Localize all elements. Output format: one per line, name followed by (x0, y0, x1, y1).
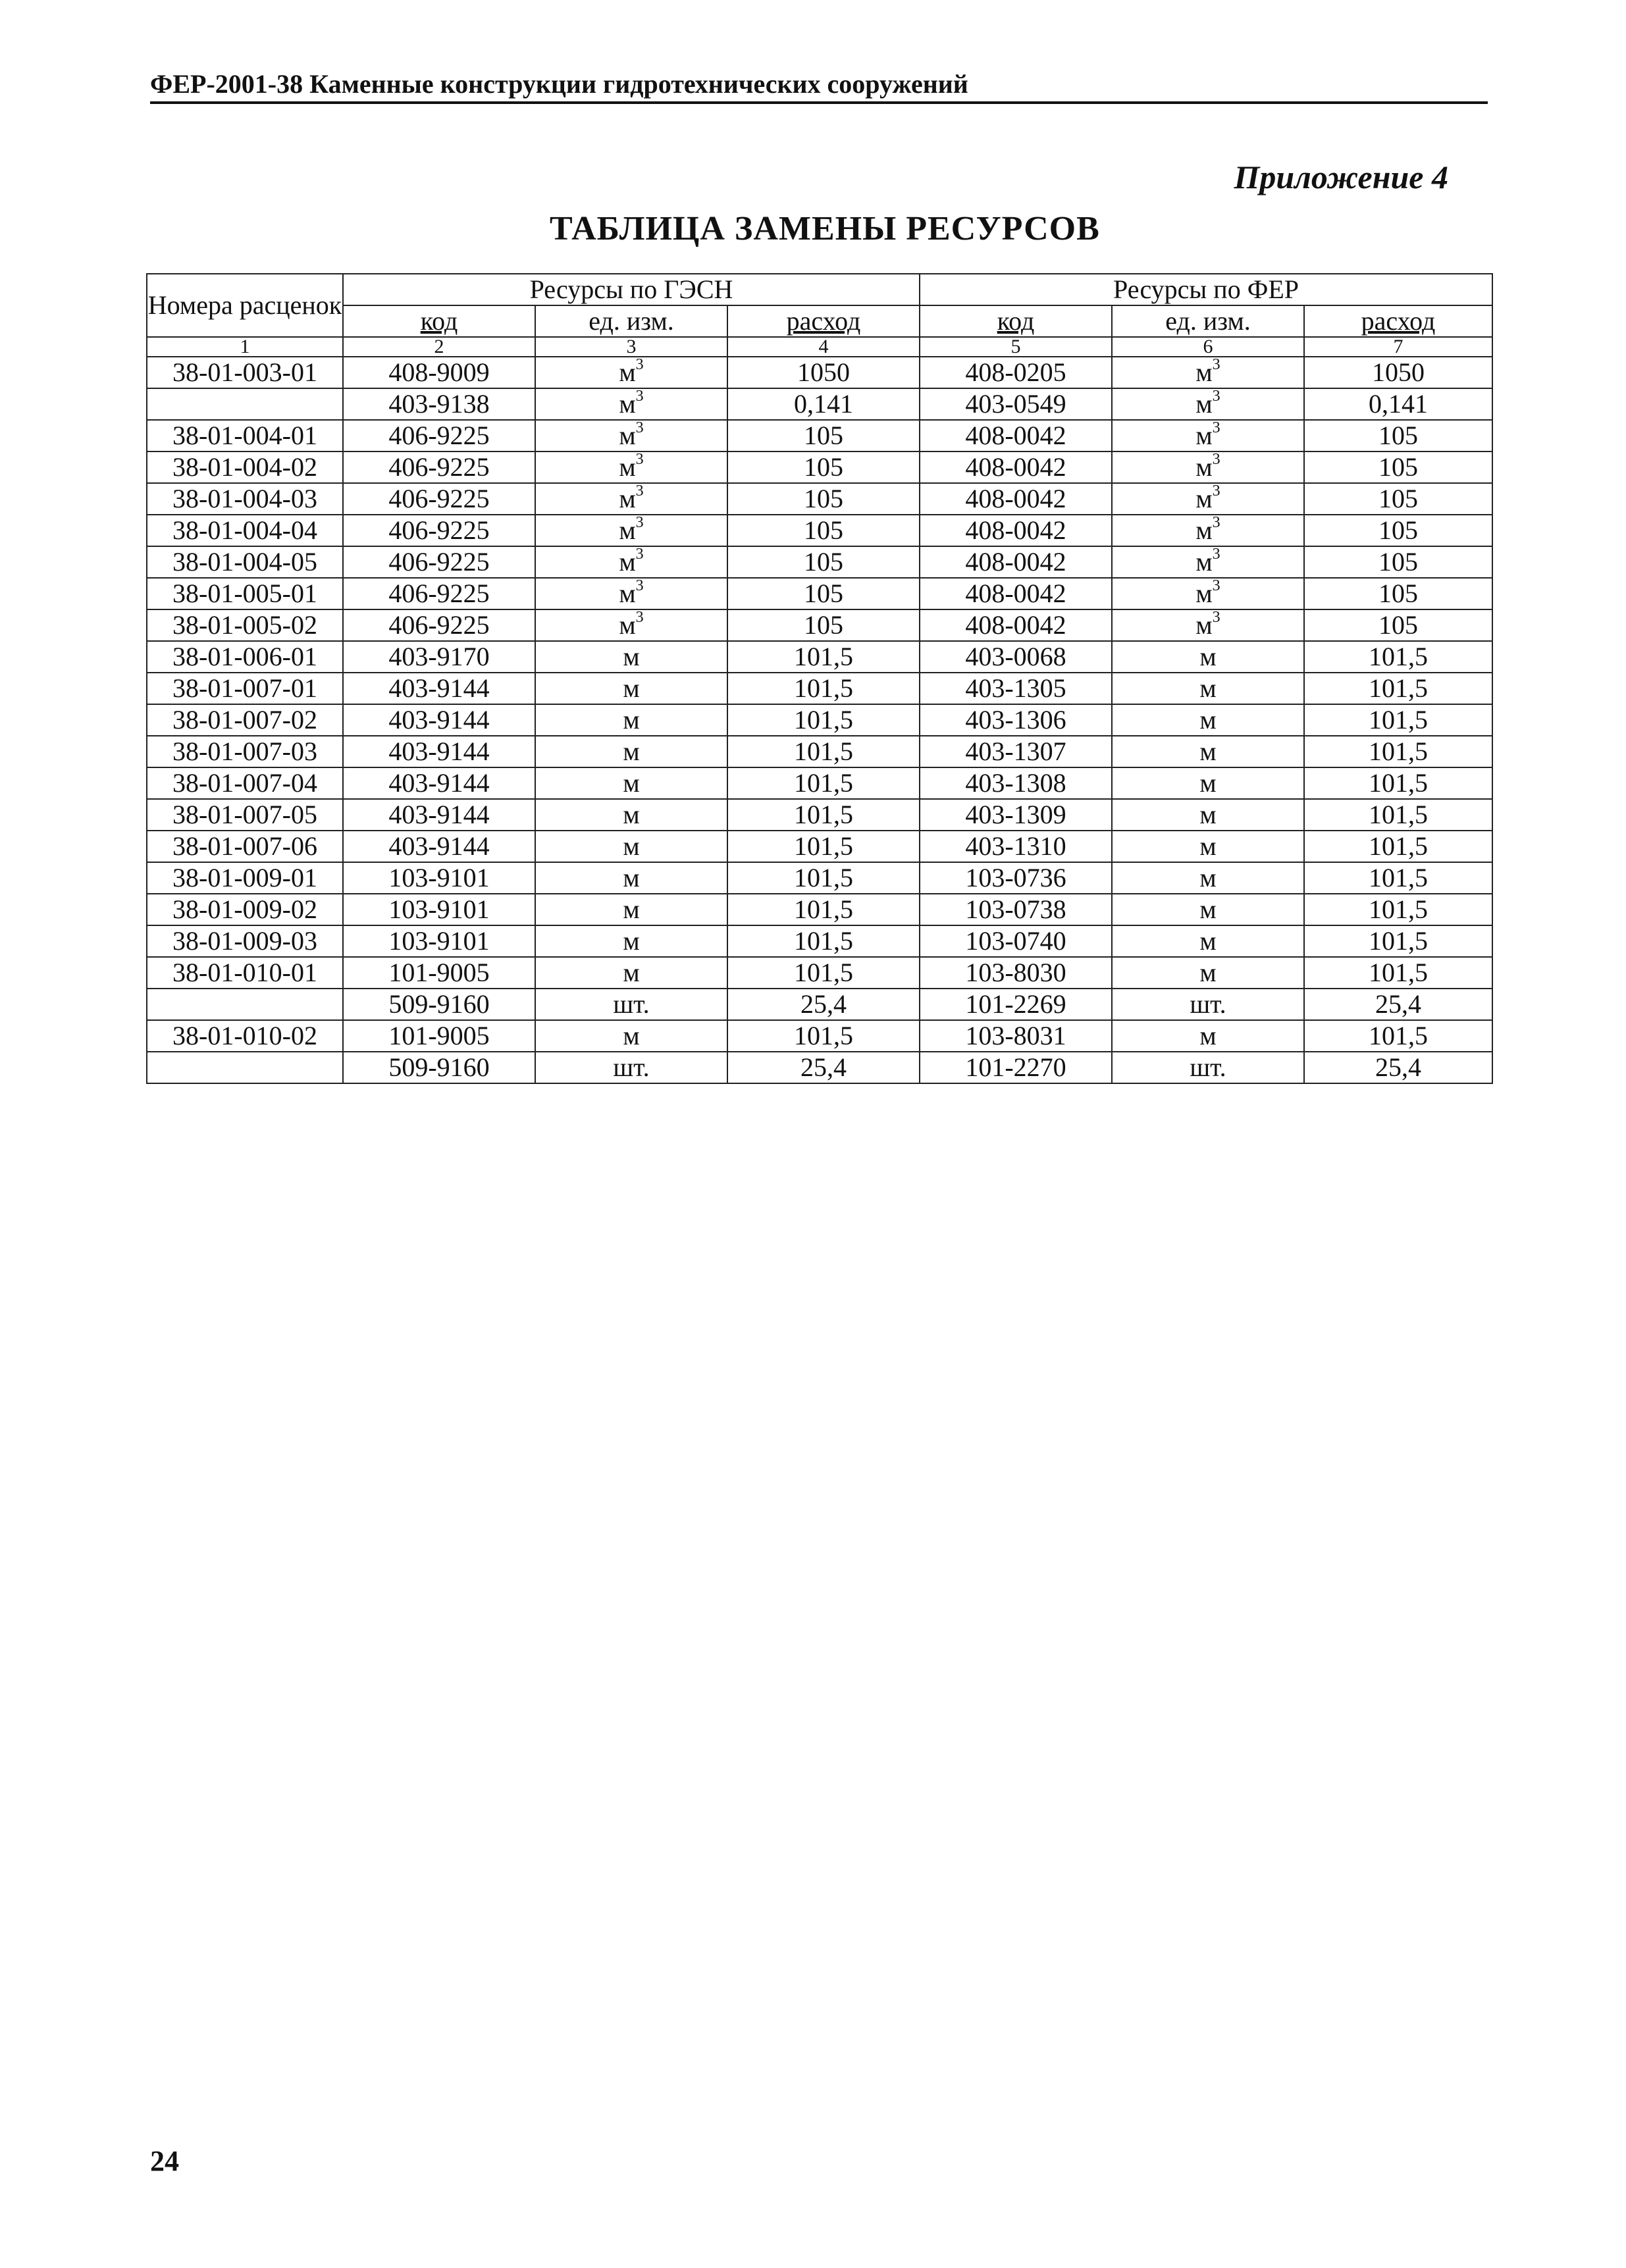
fer-amount-cell: 105 (1304, 578, 1492, 609)
fer-unit-cell-text: м (1195, 610, 1213, 640)
column-number: 6 (1112, 337, 1304, 357)
fer-unit-cell (1112, 609, 1304, 641)
gesn-unit-cell (535, 357, 727, 388)
gesn-code-cell: 509-9160 (343, 1052, 535, 1083)
gesn-unit-cell-text: м (619, 610, 636, 640)
gesn-code-cell: 406-9225 (343, 483, 535, 515)
gesn-unit-cell (535, 1052, 727, 1083)
fer-unit-cell (1112, 894, 1304, 925)
fer-unit-cell-text: шт. (1190, 989, 1226, 1019)
fer-unit-cell (1112, 925, 1304, 957)
fer-unit-cell-text: м (1195, 421, 1213, 450)
fer-unit-cell-exponent: 3 (1212, 420, 1220, 436)
fer-unit-cell (1112, 736, 1304, 767)
gesn-code-cell: 406-9225 (343, 451, 535, 483)
gesn-unit-cell-exponent: 3 (635, 357, 644, 373)
group-header-gesn: Ресурсы по ГЭСН (343, 274, 920, 305)
gesn-unit-cell-text: м (619, 421, 636, 450)
table-row (147, 1052, 1492, 1083)
resource-replacement-table (146, 273, 1493, 1084)
page-number: 24 (150, 2145, 179, 2177)
fer-amount-cell: 101,5 (1304, 736, 1492, 767)
fer-amount-cell: 105 (1304, 483, 1492, 515)
col-header-fer-unit: ед. изм. (1112, 305, 1304, 337)
fer-unit-cell (1112, 388, 1304, 420)
fer-amount-cell: 105 (1304, 420, 1492, 451)
gesn-code-cell: 403-9144 (343, 831, 535, 862)
gesn-unit-cell (535, 451, 727, 483)
gesn-unit-cell (535, 925, 727, 957)
column-number: 4 (727, 337, 920, 357)
fer-unit-cell-text: м (1199, 705, 1217, 735)
col-header-rate: Номера расценок (147, 274, 343, 337)
fer-amount-cell: 101,5 (1304, 925, 1492, 957)
gesn-amount-cell: 101,5 (727, 767, 920, 799)
fer-unit-cell-exponent: 3 (1212, 357, 1220, 373)
fer-code-cell: 408-0205 (920, 357, 1112, 388)
fer-code-cell: 408-0042 (920, 609, 1112, 641)
column-number: 2 (343, 337, 535, 357)
table-row (147, 957, 1492, 989)
table-row (147, 894, 1492, 925)
gesn-amount-cell: 105 (727, 420, 920, 451)
gesn-unit-cell (535, 388, 727, 420)
gesn-amount-cell: 105 (727, 483, 920, 515)
fer-unit-cell-text: шт. (1190, 1052, 1226, 1082)
fer-unit-cell-exponent: 3 (1212, 546, 1220, 563)
gesn-unit-cell-text: шт. (613, 1052, 650, 1082)
gesn-amount-cell: 101,5 (727, 641, 920, 673)
table-row (147, 704, 1492, 736)
gesn-unit-cell-exponent: 3 (635, 420, 644, 436)
gesn-unit-cell-text: м (623, 1021, 640, 1050)
table-row (147, 862, 1492, 894)
fer-amount-cell: 101,5 (1304, 673, 1492, 704)
gesn-code-cell: 406-9225 (343, 420, 535, 451)
fer-amount-cell: 101,5 (1304, 894, 1492, 925)
fer-unit-cell-text: м (1199, 768, 1217, 798)
group-header-fer: Ресурсы по ФЕР (920, 274, 1492, 305)
gesn-unit-cell (535, 862, 727, 894)
gesn-code-cell: 403-9144 (343, 704, 535, 736)
table-row (147, 799, 1492, 831)
column-number: 1 (147, 337, 343, 357)
fer-unit-cell (1112, 515, 1304, 546)
table-row (147, 578, 1492, 609)
gesn-unit-cell (535, 641, 727, 673)
gesn-unit-cell (535, 799, 727, 831)
fer-unit-cell-exponent: 3 (1212, 515, 1220, 531)
gesn-unit-cell-text: м (619, 389, 636, 419)
gesn-code-cell: 403-9170 (343, 641, 535, 673)
fer-code-cell: 101-2269 (920, 989, 1112, 1020)
gesn-code-cell: 408-9009 (343, 357, 535, 388)
fer-unit-cell-text: м (1199, 673, 1217, 703)
fer-unit-cell-text: м (1199, 958, 1217, 987)
gesn-unit-cell-text: м (619, 547, 636, 577)
header-row-groups (147, 274, 1492, 305)
fer-unit-cell (1112, 957, 1304, 989)
fer-code-cell: 403-1308 (920, 767, 1112, 799)
gesn-code-cell: 403-9144 (343, 767, 535, 799)
table-row (147, 831, 1492, 862)
fer-unit-cell-exponent: 3 (1212, 451, 1220, 468)
gesn-amount-cell: 101,5 (727, 925, 920, 957)
gesn-unit-cell-exponent: 3 (635, 546, 644, 563)
fer-amount-cell: 101,5 (1304, 862, 1492, 894)
gesn-amount-cell: 101,5 (727, 1020, 920, 1052)
fer-unit-cell-text: м (1195, 579, 1213, 608)
rate-number-cell: 38-01-010-02 (147, 1020, 343, 1052)
appendix-label: Приложение 4 (1234, 159, 1448, 195)
fer-unit-cell (1112, 546, 1304, 578)
fer-code-cell: 403-0549 (920, 388, 1112, 420)
fer-code-cell: 403-1309 (920, 799, 1112, 831)
rate-number-cell: 38-01-005-02 (147, 609, 343, 641)
fer-amount-cell: 25,4 (1304, 989, 1492, 1020)
table-row (147, 641, 1492, 673)
fer-amount-cell: 1050 (1304, 357, 1492, 388)
fer-amount-cell: 105 (1304, 546, 1492, 578)
table-row (147, 609, 1492, 641)
gesn-unit-cell (535, 578, 727, 609)
gesn-code-cell: 103-9101 (343, 925, 535, 957)
fer-unit-cell-text: м (1195, 484, 1213, 513)
fer-code-cell: 103-0736 (920, 862, 1112, 894)
fer-unit-cell-exponent: 3 (1212, 388, 1220, 405)
table-row (147, 420, 1492, 451)
rate-number-cell: 38-01-004-03 (147, 483, 343, 515)
fer-code-cell: 403-1307 (920, 736, 1112, 767)
gesn-unit-cell (535, 483, 727, 515)
gesn-unit-cell-text: м (623, 800, 640, 829)
fer-unit-cell-exponent: 3 (1212, 483, 1220, 500)
fer-unit-cell (1112, 641, 1304, 673)
rate-number-cell: 38-01-009-02 (147, 894, 343, 925)
table-row (147, 1020, 1492, 1052)
table-row (147, 767, 1492, 799)
col-header-fer-code: код (920, 305, 1112, 337)
fer-unit-cell (1112, 483, 1304, 515)
rate-number-cell: 38-01-009-03 (147, 925, 343, 957)
table-row (147, 388, 1492, 420)
gesn-unit-cell-exponent: 3 (635, 451, 644, 468)
gesn-unit-cell-text: м (623, 831, 640, 861)
fer-unit-cell (1112, 357, 1304, 388)
fer-unit-cell-text: м (1195, 452, 1213, 482)
gesn-unit-cell-text: м (619, 484, 636, 513)
fer-code-cell: 103-0738 (920, 894, 1112, 925)
gesn-amount-cell: 101,5 (727, 894, 920, 925)
gesn-unit-cell (535, 609, 727, 641)
rate-number-cell: 38-01-010-01 (147, 957, 343, 989)
fer-code-cell: 408-0042 (920, 515, 1112, 546)
rate-number-cell: 38-01-007-01 (147, 673, 343, 704)
gesn-unit-cell-text: м (619, 515, 636, 545)
fer-code-cell: 403-0068 (920, 641, 1112, 673)
gesn-unit-cell (535, 957, 727, 989)
table-row (147, 989, 1492, 1020)
fer-code-cell: 408-0042 (920, 578, 1112, 609)
gesn-unit-cell-text: м (619, 452, 636, 482)
fer-amount-cell: 101,5 (1304, 831, 1492, 862)
gesn-amount-cell: 105 (727, 515, 920, 546)
gesn-unit-cell-exponent: 3 (635, 388, 644, 405)
gesn-code-cell: 406-9225 (343, 515, 535, 546)
gesn-code-cell: 103-9101 (343, 862, 535, 894)
gesn-unit-cell (535, 515, 727, 546)
gesn-code-cell: 406-9225 (343, 609, 535, 641)
fer-amount-cell: 101,5 (1304, 641, 1492, 673)
gesn-amount-cell: 101,5 (727, 704, 920, 736)
rate-number-cell: 38-01-005-01 (147, 578, 343, 609)
rate-number-cell (147, 388, 343, 420)
rate-number-cell: 38-01-007-05 (147, 799, 343, 831)
table-row (147, 925, 1492, 957)
rate-number-cell: 38-01-007-06 (147, 831, 343, 862)
gesn-unit-cell-text: м (623, 736, 640, 766)
fer-code-cell: 408-0042 (920, 420, 1112, 451)
table-title: ТАБЛИЦА ЗАМЕНЫ РЕСУРСОВ (550, 210, 1100, 247)
fer-unit-cell (1112, 1020, 1304, 1052)
gesn-unit-cell (535, 1020, 727, 1052)
gesn-amount-cell: 105 (727, 546, 920, 578)
fer-code-cell: 408-0042 (920, 451, 1112, 483)
gesn-code-cell: 403-9144 (343, 673, 535, 704)
rate-number-cell (147, 1052, 343, 1083)
gesn-unit-cell (535, 894, 727, 925)
fer-unit-cell (1112, 989, 1304, 1020)
gesn-unit-cell-text: м (623, 958, 640, 987)
gesn-code-cell: 403-9144 (343, 736, 535, 767)
fer-code-cell: 103-8030 (920, 957, 1112, 989)
fer-unit-cell-text: м (1199, 926, 1217, 956)
gesn-unit-cell-exponent: 3 (635, 515, 644, 531)
fer-unit-cell-text: м (1195, 357, 1213, 387)
header-row-columns (147, 305, 1492, 337)
fer-unit-cell-text: м (1195, 547, 1213, 577)
fer-amount-cell: 101,5 (1304, 704, 1492, 736)
gesn-unit-cell-text: м (623, 926, 640, 956)
fer-code-cell: 403-1305 (920, 673, 1112, 704)
table-row (147, 515, 1492, 546)
gesn-code-cell: 406-9225 (343, 578, 535, 609)
gesn-code-cell: 101-9005 (343, 1020, 535, 1052)
fer-unit-cell (1112, 673, 1304, 704)
fer-unit-cell (1112, 420, 1304, 451)
fer-unit-cell-text: м (1199, 894, 1217, 924)
fer-unit-cell (1112, 862, 1304, 894)
fer-amount-cell: 0,141 (1304, 388, 1492, 420)
fer-amount-cell: 101,5 (1304, 1020, 1492, 1052)
fer-unit-cell-text: м (1195, 515, 1213, 545)
fer-unit-cell-text: м (1199, 1021, 1217, 1050)
rate-number-cell: 38-01-006-01 (147, 641, 343, 673)
table-body (147, 357, 1492, 1083)
fer-unit-cell-text: м (1199, 736, 1217, 766)
fer-amount-cell: 101,5 (1304, 767, 1492, 799)
fer-unit-cell (1112, 1052, 1304, 1083)
fer-code-cell: 103-8031 (920, 1020, 1112, 1052)
gesn-unit-cell-text: м (623, 863, 640, 892)
gesn-amount-cell: 101,5 (727, 957, 920, 989)
gesn-code-cell: 406-9225 (343, 546, 535, 578)
gesn-unit-cell-exponent: 3 (635, 483, 644, 500)
gesn-amount-cell: 105 (727, 609, 920, 641)
fer-amount-cell: 105 (1304, 515, 1492, 546)
gesn-unit-cell (535, 736, 727, 767)
col-header-gesn-code: код (343, 305, 535, 337)
fer-amount-cell: 101,5 (1304, 799, 1492, 831)
gesn-unit-cell (535, 767, 727, 799)
gesn-unit-cell (535, 420, 727, 451)
gesn-amount-cell: 105 (727, 578, 920, 609)
fer-unit-cell (1112, 451, 1304, 483)
column-number: 5 (920, 337, 1112, 357)
gesn-unit-cell-text: м (623, 705, 640, 735)
rate-number-cell: 38-01-004-05 (147, 546, 343, 578)
gesn-amount-cell: 105 (727, 451, 920, 483)
fer-unit-cell (1112, 767, 1304, 799)
gesn-code-cell: 103-9101 (343, 894, 535, 925)
gesn-unit-cell-text: м (619, 579, 636, 608)
gesn-unit-cell-text: м (623, 673, 640, 703)
rate-number-cell: 38-01-007-03 (147, 736, 343, 767)
gesn-code-cell: 101-9005 (343, 957, 535, 989)
fer-unit-cell (1112, 799, 1304, 831)
gesn-unit-cell (535, 704, 727, 736)
gesn-amount-cell: 25,4 (727, 989, 920, 1020)
column-number: 3 (535, 337, 727, 357)
gesn-amount-cell: 101,5 (727, 736, 920, 767)
gesn-amount-cell: 1050 (727, 357, 920, 388)
rate-number-cell: 38-01-004-01 (147, 420, 343, 451)
fer-amount-cell: 101,5 (1304, 957, 1492, 989)
fer-unit-cell-text: м (1199, 831, 1217, 861)
gesn-unit-cell-exponent: 3 (635, 609, 644, 626)
gesn-code-cell: 403-9144 (343, 799, 535, 831)
fer-unit-cell-exponent: 3 (1212, 578, 1220, 594)
gesn-amount-cell: 101,5 (727, 673, 920, 704)
gesn-unit-cell-text: м (623, 768, 640, 798)
fer-amount-cell: 105 (1304, 451, 1492, 483)
fer-unit-cell-text: м (1199, 800, 1217, 829)
gesn-amount-cell: 101,5 (727, 862, 920, 894)
column-number: 7 (1304, 337, 1492, 357)
rate-number-cell: 38-01-003-01 (147, 357, 343, 388)
rate-number-cell: 38-01-007-02 (147, 704, 343, 736)
rate-number-cell: 38-01-004-04 (147, 515, 343, 546)
gesn-amount-cell: 25,4 (727, 1052, 920, 1083)
table-row (147, 451, 1492, 483)
gesn-unit-cell-exponent: 3 (635, 578, 644, 594)
fer-unit-cell (1112, 831, 1304, 862)
rate-number-cell (147, 989, 343, 1020)
table-row (147, 483, 1492, 515)
fer-unit-cell-text: м (1199, 642, 1217, 671)
gesn-amount-cell: 0,141 (727, 388, 920, 420)
rate-number-cell: 38-01-007-04 (147, 767, 343, 799)
fer-amount-cell: 105 (1304, 609, 1492, 641)
running-header-title: ФЕР-2001-38 Каменные конструкции гидротехнических сооружений (150, 69, 968, 99)
rate-number-cell: 38-01-004-02 (147, 451, 343, 483)
fer-unit-cell-text: м (1195, 389, 1213, 419)
gesn-amount-cell: 101,5 (727, 799, 920, 831)
table-row (147, 357, 1492, 388)
gesn-unit-cell (535, 546, 727, 578)
running-header (150, 68, 1488, 104)
fer-code-cell: 408-0042 (920, 483, 1112, 515)
col-header-fer-amount: расход (1304, 305, 1492, 337)
gesn-unit-cell-text: шт. (613, 989, 650, 1019)
rate-number-cell: 38-01-009-01 (147, 862, 343, 894)
gesn-unit-cell-text: м (623, 894, 640, 924)
fer-unit-cell-text: м (1199, 863, 1217, 892)
table-row (147, 546, 1492, 578)
fer-unit-cell (1112, 704, 1304, 736)
gesn-code-cell: 509-9160 (343, 989, 535, 1020)
column-number-row (147, 337, 1492, 357)
gesn-unit-cell (535, 673, 727, 704)
fer-unit-cell (1112, 578, 1304, 609)
fer-code-cell: 101-2270 (920, 1052, 1112, 1083)
fer-code-cell: 403-1306 (920, 704, 1112, 736)
gesn-unit-cell-text: м (619, 357, 636, 387)
col-header-gesn-unit: ед. изм. (535, 305, 727, 337)
table-row (147, 736, 1492, 767)
gesn-unit-cell (535, 989, 727, 1020)
fer-code-cell: 103-0740 (920, 925, 1112, 957)
fer-code-cell: 408-0042 (920, 546, 1112, 578)
gesn-amount-cell: 101,5 (727, 831, 920, 862)
fer-amount-cell: 25,4 (1304, 1052, 1492, 1083)
gesn-unit-cell (535, 831, 727, 862)
fer-code-cell: 403-1310 (920, 831, 1112, 862)
gesn-code-cell: 403-9138 (343, 388, 535, 420)
table-row (147, 673, 1492, 704)
gesn-unit-cell-text: м (623, 642, 640, 671)
col-header-gesn-amount: расход (727, 305, 920, 337)
fer-unit-cell-exponent: 3 (1212, 609, 1220, 626)
